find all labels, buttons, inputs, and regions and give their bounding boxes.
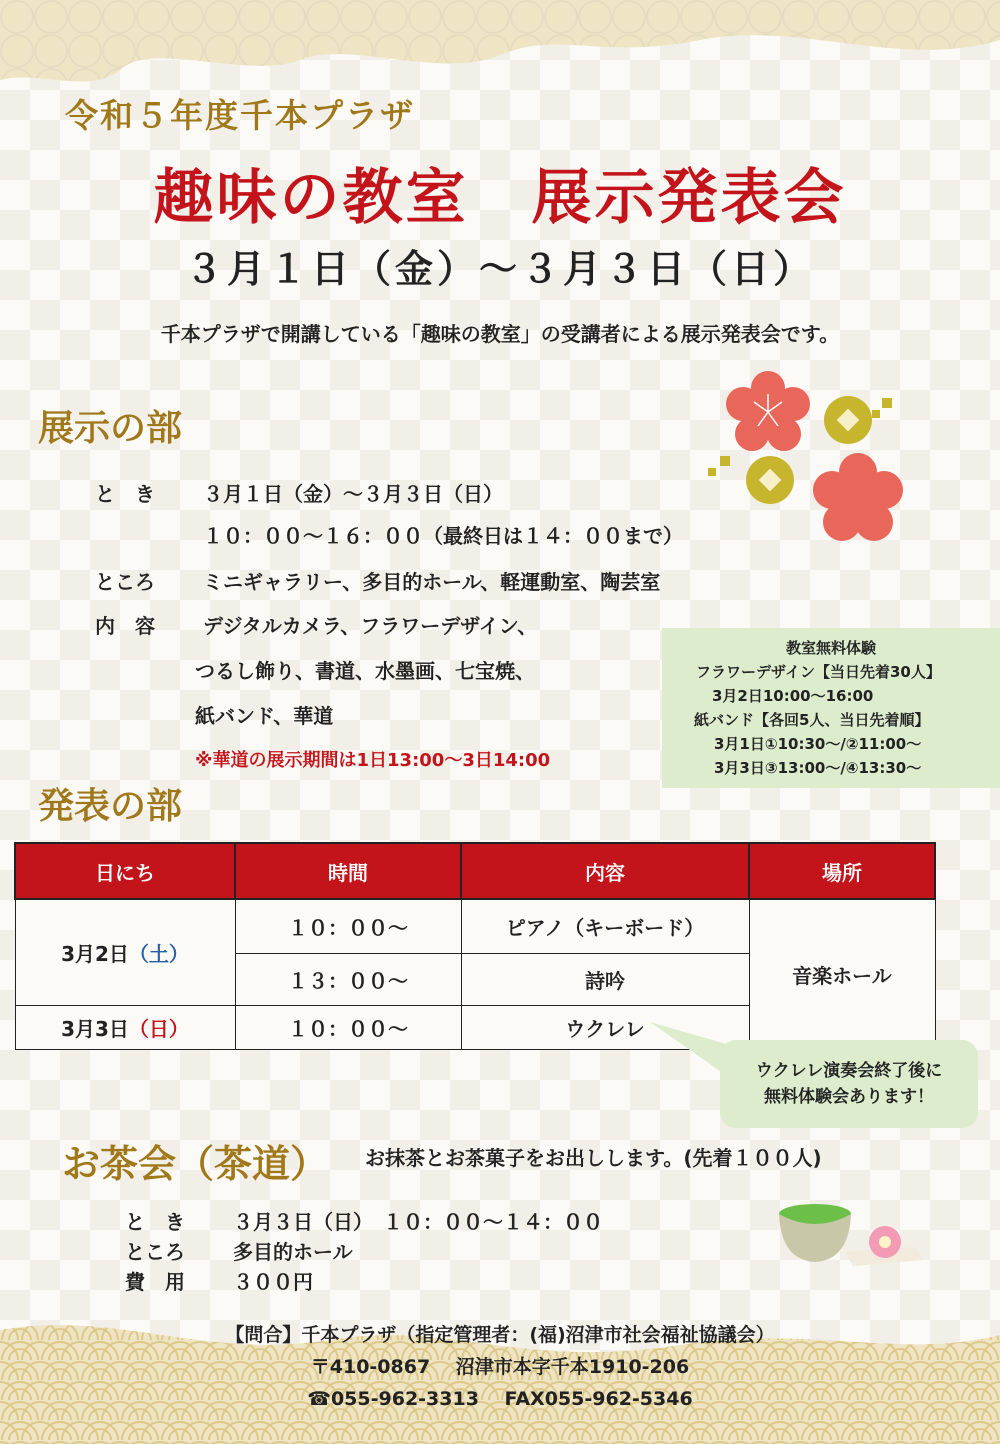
wagashi-icon [869,1226,901,1258]
time-cell: １３：００～ [235,953,461,1005]
tea-when [125,1206,603,1235]
time-cell: １０：００～ [235,899,461,953]
exhibition-heading: 展示の部 [38,408,183,449]
matcha-bowl-icon [775,1192,925,1272]
event-title: 趣味の教室 展示発表会 [153,163,847,233]
trial-line-2: 3月2日10:00～16:00 [712,687,874,705]
performance-heading: 発表の部 [38,786,183,827]
bubble-line-1: ウクレレ演奏会終了後に [755,1061,943,1081]
exhibition-when [95,478,503,507]
content-label: 内 容 [95,614,155,638]
date-cell-1: 3月2日（土） [15,899,235,1005]
event-subtitle: 令和５年度千本プラザ [65,96,415,135]
tea-where-value: 多目的ホール [233,1240,353,1264]
content-line-2: つるし飾り、書道、水墨画、七宝焼、 [195,659,535,683]
when-label: と き [95,482,155,506]
free-trial-box [662,628,1000,788]
tea-where-label: ところ [125,1240,185,1264]
performance-table [14,842,936,1050]
bubble-line-2: 無料体験会あります！ [764,1087,934,1107]
time-cell: １０：００～ [235,1005,461,1049]
date-cell-2: 3月3日（日） [15,1005,235,1049]
trial-line-3: 紙バンド【各回5人、当日先着順】 [694,711,930,729]
where-label: ところ [95,570,155,594]
tea-when-label: と き [125,1210,185,1234]
ikebana-note: ※華道の展示期間は1日13:00～3日14:00 [195,750,551,771]
plum-blossom-icon [700,360,910,550]
tea-where [125,1236,353,1265]
col-venue: 場所 [749,843,935,899]
col-date: 日にち [15,843,235,899]
top-wave-decoration [0,0,1000,95]
contact-line-3: ☎055-962-3313 FAX055-962-5346 [307,1388,693,1410]
content-cell: ウクレレ [461,1005,749,1049]
tea-when-value: ３月３日（日） １０：００～１４：００ [233,1210,603,1234]
venue-cell: 音楽ホール [749,899,935,1049]
when-value: ３月１日（金）～３月３日（日） [203,482,503,506]
tea-heading: お茶会（茶道） [62,1142,329,1186]
table-row [15,899,935,953]
contact-line-2: 〒410-0867 沼津市本字千本1910-206 [310,1356,690,1378]
exhibition-content [95,610,537,639]
tea-fee-value: ３００円 [233,1270,313,1294]
content-cell: ピアノ（キーボード） [461,899,749,953]
trial-line-1: フラワーデザイン【当日先着30人】 [696,663,941,681]
contact-line-1: 【問合】千本プラザ（指定管理者：(福)沼津市社会福祉協議会） [225,1324,775,1346]
ukulele-bubble [720,1040,978,1128]
exhibition-time: １０：００～１６：００（最終日は１４：００まで） [203,524,683,548]
tea-description: お抹茶とお茶菓子をお出しします。(先着１００人) [365,1146,822,1170]
content-line-1: デジタルカメラ、フラワーデザイン、 [203,614,538,638]
event-intro: 千本プラザで開講している「趣味の教室」の受講者による展示発表会です。 [160,322,840,346]
trial-line-5: 3月3日③13:00～/④13:30～ [714,759,922,777]
where-value: ミニギャラリー、多目的ホール、軽運動室、陶芸室 [203,570,661,594]
exhibition-where [95,566,660,595]
tea-fee-label: 費 用 [125,1270,185,1294]
col-content: 内容 [461,843,749,899]
col-time: 時間 [235,843,461,899]
content-cell: 詩吟 [461,953,749,1005]
content-line-3: 紙バンド、華道 [195,704,334,728]
event-dates: ３月１日（金）～３月３日（日） [184,247,815,291]
trial-line-4: 3月1日①10:30～/②11:00～ [714,735,922,753]
tea-fee [125,1266,313,1295]
trial-title: 教室無料体験 [785,639,876,657]
